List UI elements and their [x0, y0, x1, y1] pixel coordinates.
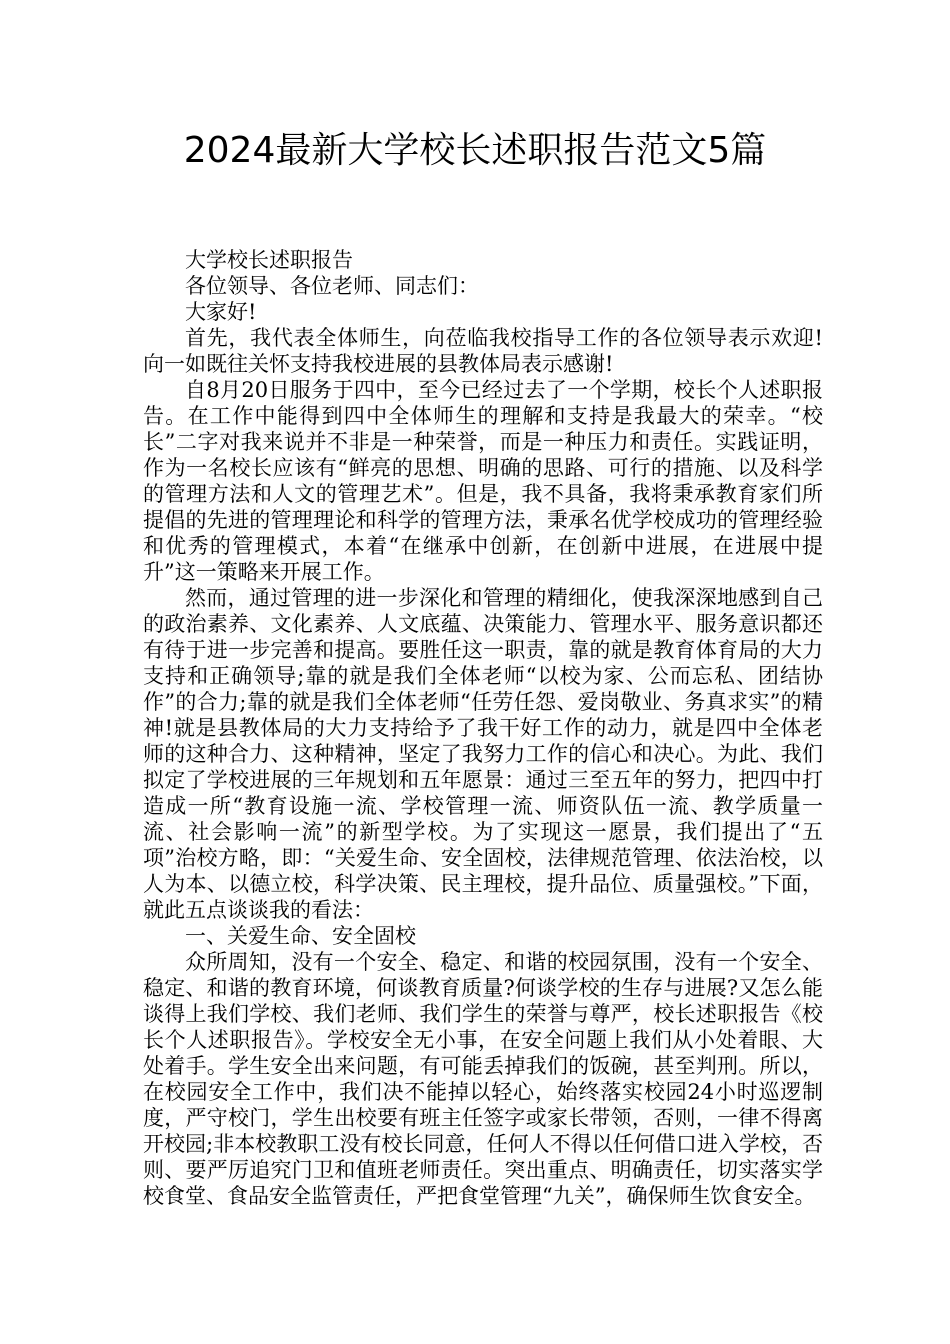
document-body [143, 247, 823, 1209]
paragraph-introduction: 自8月20日服务于四中，至今已经过去了一个学期，校长个人述职报告。在工作中能得到四中全体师生的理解和支持是我最大的荣幸。“校长”二字对我来说并不非是一种荣誉，而是一种压力和责任。实践证明，作为一名校长应该有“鲜亮的思想、明确的思路、可行的措施、以及科学的管理方法和人文的管理艺术”。但是，我不具备，我将秉承教育家们所提倡的先进的管理理论和科学的管理方法，秉承名优学校成功的管理经验和优秀的管理模式，本着“在继承中创新，在创新中进展，在进展中提升”这一策略来开展工作。 [143, 378, 823, 584]
paragraph-welcome: 首先，我代表全体师生，向莅临我校指导工作的各位领导表示欢迎!向一如既往关怀支持我校进展的县教体局表示感谢! [143, 326, 823, 376]
document-title: 2024最新大学校长述职报告范文5篇 [183, 130, 767, 171]
paragraph-safety: 众所周知，没有一个安全、稳定、和谐的校园氛围，没有一个安全、稳定、和谐的教育环境，何谈教育质量?何谈学校的生存与进展?又怎么能谈得上我们学校、我们老师、我们学生的荣誉与尊严，校长述职报告《校长个人述职报告》。学校安全无小事，在安全问题上我们从小处着眼、大处着手。学生安全出来问题，有可能丢掉我们的饭碗，甚至判刑。所以，在校园安全工作中，我们决不能掉以轻心，始终落实校园24小时巡逻制度，严守校门，学生出校要有班主任签字或家长带领，否则，一律不得离开校园;非本校教职工没有校长同意，任何人不得以任何借口进入学校，否则、要严厉追究门卫和值班老师责任。突出重点、明确责任，切实落实学校食堂、食品安全监管责任，严把食堂管理“九关”，确保师生饮食安全。 [143, 950, 823, 1208]
greeting: 大家好! [185, 300, 257, 324]
report-heading: 大学校长述职报告 [185, 248, 353, 272]
salutation: 各位领导、各位老师、同志们： [185, 274, 479, 298]
paragraph-strategy: 然而，通过管理的进一步深化和管理的精细化，使我深深地感到自己的政治素养、文化素养、人文底蕴、决策能力、管理水平、服务意识都还有待于进一步完善和提高。要胜任这一职责，靠的就是教育体育局的大力支持和正确领导;靠的就是我们全体老师“以校为家、公而忘私、团结协作”的合力;靠的就是我们全体老师“任劳任怨、爱岗敬业、务真求实”的精神!就是县教体局的大力支持给予了我干好工作的动力，就是四中全体老师的这种合力、这种精神，坚定了我努力工作的信心和决心。为此、我们拟定了学校进展的三年规划和五年愿景：通过三至五年的努力，把四中打造成一所“教育设施一流、学校管理一流、师资队伍一流、教学质量一流、社会影响一流”的新型学校。为了实现这一愿景，我们提出了“五项”治校方略，即：“关爱生命、安全固校，法律规范管理、依法治校，以人为本、以德立校，科学决策、民主理校，提升品位、质量强校。”下面，就此五点谈谈我的看法： [143, 586, 823, 922]
section-heading-safety: 一、关爱生命、安全固校 [185, 924, 416, 948]
